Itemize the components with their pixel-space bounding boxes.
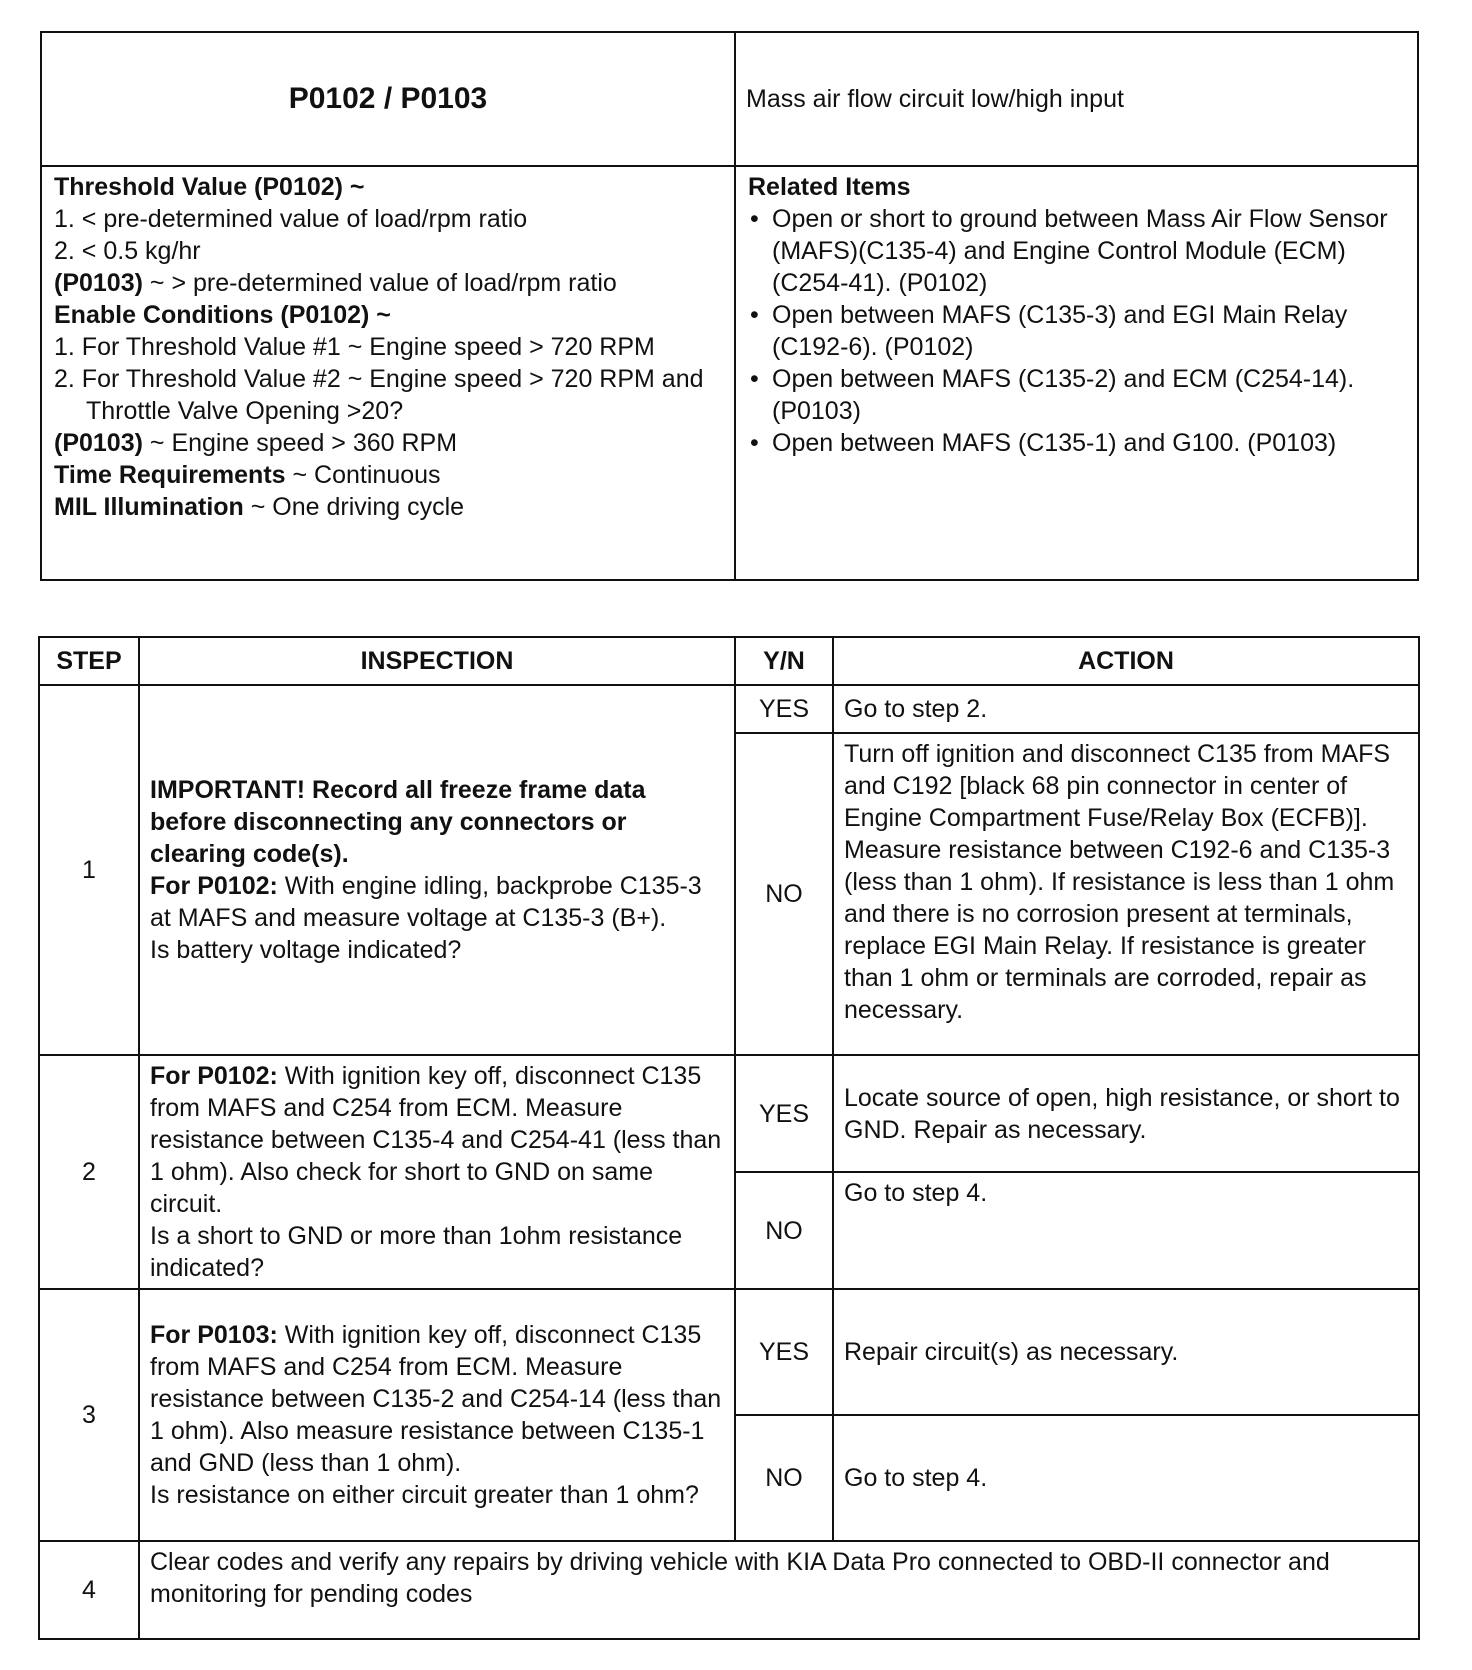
- enable-heading: Enable Conditions (P0102) ~: [54, 301, 391, 329]
- step-3-yes-row: [39, 1289, 1419, 1415]
- step-4-inspection: Clear codes and verify any repairs by driving vehicle with KIA Data Pro connected to OBD-II connector and monitoring for pending codes: [139, 1541, 1419, 1639]
- dtc-summary-table: [40, 31, 1419, 581]
- mil-illumination: [54, 491, 724, 523]
- step-3-no-action: Go to step 4.: [833, 1415, 1419, 1541]
- step-2-text: With ignition key off, disconnect C135 from MAFS and C254 from ECM. Measure resistance between C135-4 and C254-41 (less than 1 ohm). Also check for short to GND on same circuit.: [150, 1062, 722, 1218]
- time-requirements-text: ~ Continuous: [285, 461, 441, 489]
- threshold-p0103-text: ~ > pre-determined value of load/rpm ratio: [142, 269, 617, 297]
- inspection-steps-table: [38, 636, 1420, 1640]
- mil-illumination-label: MIL Illumination: [54, 493, 244, 521]
- header-action: ACTION: [833, 637, 1419, 685]
- step-3-no: NO: [735, 1415, 833, 1541]
- threshold-item-1: 1. < pre-determined value of load/rpm ratio: [54, 205, 528, 233]
- header-step: STEP: [39, 637, 139, 685]
- related-item: • Open or short to ground between Mass Air Flow Sensor (MAFS)(C135-4) and Engine Control Module (ECM)(C254-41). (P0102): [748, 203, 1407, 299]
- summary-detail-row: [41, 166, 1418, 580]
- step-3-text: With ignition key off, disconnect C135 from MAFS and C254 from ECM. Measure resistance between C135-2 and C254-14 (less than 1 ohm). Also measure resistance between C135-1 and GND (less than 1 ohm).: [150, 1321, 722, 1477]
- summary-header-row: [41, 32, 1418, 166]
- enable-p0103-text: ~ Engine speed > 360 RPM: [142, 429, 458, 457]
- step-1-no-action: Turn off ignition and disconnect C135 from MAFS and C192 [black 68 pin connector in center of Engine Compartment Fuse/Relay Box (ECFB)]. Measure resistance between C192-6 and C135-3 (less than 1 ohm). If resistance is less than 1 ohm and there is no corrosion present at terminals, replace EGI Main Relay. If resistance is greater than 1 ohm or terminals are corroded, repair as necessary.: [833, 733, 1419, 1055]
- step-2-yes-row: [39, 1055, 1419, 1172]
- step-3-label: For P0103:: [150, 1321, 278, 1349]
- related-items-heading: Related Items: [748, 173, 911, 201]
- time-requirements-label: Time Requirements: [54, 461, 286, 489]
- header-yn: Y/N: [735, 637, 833, 685]
- related-items-cell: [735, 166, 1418, 580]
- related-items-list: [748, 203, 1407, 459]
- step-3-yes: YES: [735, 1289, 833, 1415]
- step-2-yes: YES: [735, 1055, 833, 1172]
- step-1-inspection: [139, 685, 735, 1055]
- steps-header-row: [39, 637, 1419, 685]
- step-3-inspection: [139, 1289, 735, 1541]
- threshold-p0103-label: (P0103): [54, 269, 143, 297]
- step-1-label: For P0102:: [150, 872, 278, 900]
- step-2-label: For P0102:: [150, 1062, 278, 1090]
- threshold-p0103: [54, 267, 724, 299]
- related-item: • Open between MAFS (C135-1) and G100. (P0103): [748, 427, 1407, 459]
- step-1-yes-row: [39, 685, 1419, 733]
- step-1-important: IMPORTANT! Record all freeze frame data before disconnecting any connectors or clearing code(s).: [150, 776, 646, 868]
- step-2-no: NO: [735, 1172, 833, 1289]
- dtc-description: Mass air flow circuit low/high input: [735, 32, 1418, 166]
- header-inspection: INSPECTION: [139, 637, 735, 685]
- enable-item-1: 1. For Threshold Value #1 ~ Engine speed > 720 RPM: [54, 333, 655, 361]
- step-number: 4: [39, 1541, 139, 1639]
- threshold-item-2: 2. < 0.5 kg/hr: [54, 237, 201, 265]
- related-item: • Open between MAFS (C135-2) and ECM (C254-14). (P0103): [748, 363, 1407, 427]
- step-3-yes-action: Repair circuit(s) as necessary.: [833, 1289, 1419, 1415]
- mil-illumination-text: ~ One driving cycle: [243, 493, 465, 521]
- step-1-yes: YES: [735, 685, 833, 733]
- step-1-yes-action: Go to step 2.: [833, 685, 1419, 733]
- step-3-question: Is resistance on either circuit greater than 1 ohm?: [150, 1481, 699, 1509]
- related-item: • Open between MAFS (C135-3) and EGI Main Relay (C192-6). (P0102): [748, 299, 1407, 363]
- conditions-cell: [41, 166, 735, 580]
- enable-p0103-label: (P0103): [54, 429, 143, 457]
- step-1-question: Is battery voltage indicated?: [150, 936, 462, 964]
- enable-p0103: [54, 427, 724, 459]
- dtc-codes: P0102 / P0103: [41, 32, 735, 166]
- threshold-heading: Threshold Value (P0102) ~: [54, 173, 365, 201]
- step-2-question: Is a short to GND or more than 1ohm resistance indicated?: [150, 1222, 683, 1282]
- step-2-inspection: [139, 1055, 735, 1289]
- step-2-yes-action: Locate source of open, high resistance, or short to GND. Repair as necessary.: [833, 1055, 1419, 1172]
- enable-item-2: 2. For Threshold Value #2 ~ Engine speed > 720 RPM and Throttle Valve Opening >20?: [54, 365, 704, 425]
- step-2-no-action: Go to step 4.: [833, 1172, 1419, 1289]
- step-4-row: [39, 1541, 1419, 1639]
- step-1-text: With engine idling, backprobe C135-3 at MAFS and measure voltage at C135-3 (B+).: [150, 872, 702, 932]
- step-number: 3: [39, 1289, 139, 1541]
- time-requirements: [54, 459, 724, 491]
- step-number: 1: [39, 685, 139, 1055]
- step-number: 2: [39, 1055, 139, 1289]
- step-1-no: NO: [735, 733, 833, 1055]
